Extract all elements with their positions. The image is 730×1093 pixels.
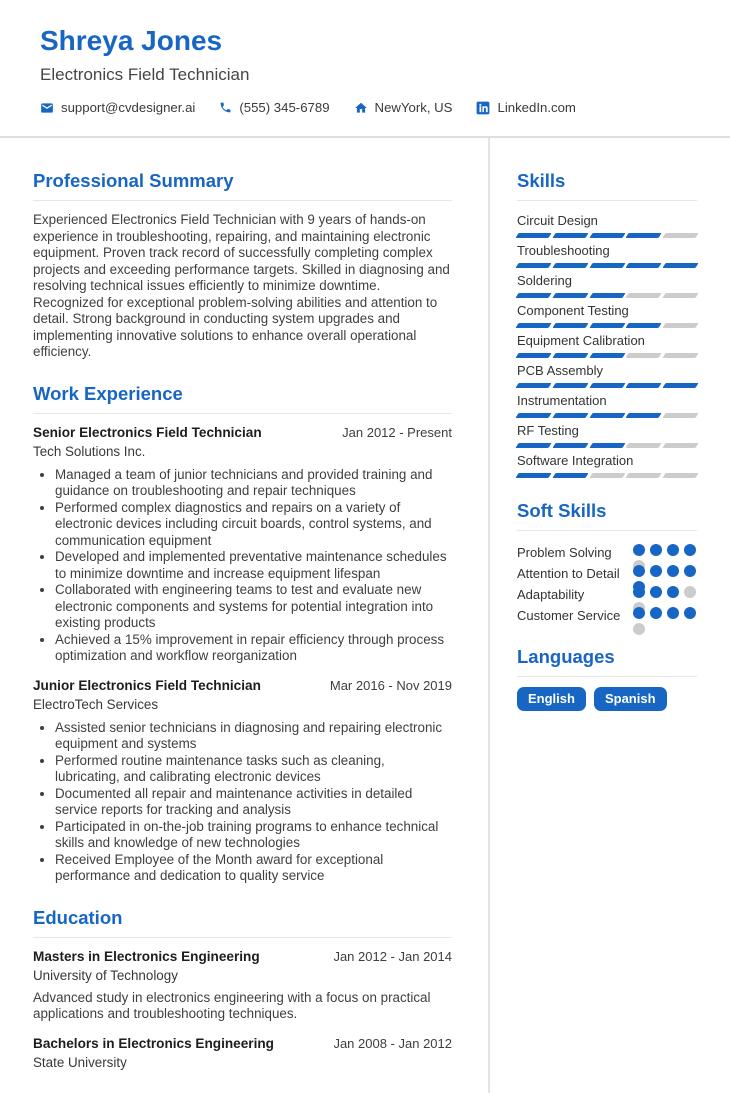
home-icon	[354, 101, 368, 115]
rating-dot	[684, 544, 696, 556]
linkedin-icon	[476, 101, 490, 115]
rating-dot	[650, 607, 662, 619]
job-company: Tech Solutions Inc.	[33, 443, 146, 459]
skill-bar-segment	[589, 323, 625, 328]
skill-bar-segment	[515, 473, 551, 478]
job-bullet: • Documented all repair and maintenance activities in detailed service reports for tracking and analysis	[55, 786, 452, 819]
skill-level-bar	[517, 353, 697, 358]
skill-item	[517, 423, 697, 448]
section-work-experience	[33, 383, 452, 885]
rating-dot	[650, 544, 662, 556]
contact-text: NewYork, US	[374, 100, 453, 115]
soft-skill-dots	[633, 607, 697, 635]
skill-item	[517, 243, 697, 268]
job-bullet: • Assisted senior technicians in diagnosing and repairing electronic equipment and systems	[55, 720, 452, 753]
contact-text: (555) 345-6789	[239, 100, 330, 115]
skill-bar-segment	[626, 383, 662, 388]
rating-dot	[633, 565, 645, 577]
section-education	[33, 907, 452, 1071]
skill-item	[517, 213, 697, 238]
soft-skill-row	[517, 586, 697, 603]
contact-item	[40, 100, 195, 115]
job-company: ElectroTech Services	[33, 696, 159, 712]
heading-education: Education	[33, 907, 452, 938]
education-dates: Jan 2012 - Jan 2014	[333, 948, 452, 964]
skill-bar-segment	[552, 233, 588, 238]
skill-bar-segment	[663, 233, 699, 238]
skill-name: Soldering	[517, 273, 572, 288]
section-skills	[517, 170, 697, 478]
job-header	[33, 677, 452, 694]
soft-skill-row	[517, 607, 697, 624]
rating-dot	[633, 607, 645, 619]
skill-name: Circuit Design	[517, 213, 598, 228]
rating-dot	[667, 544, 679, 556]
skill-bar-segment	[515, 293, 551, 298]
skill-bar-segment	[589, 353, 625, 358]
job-bullet: • Performed routine maintenance tasks such as cleaning, lubricating, and calibrating electronic devices	[55, 753, 452, 786]
contact-text: support@cvdesigner.ai	[61, 100, 196, 115]
rating-dot	[633, 544, 645, 556]
degree-title: Masters in Electronics Engineering	[33, 948, 260, 964]
candidate-job-title: Electronics Field Technician	[40, 65, 250, 84]
skill-name: RF Testing	[517, 423, 579, 438]
skill-bar-segment	[552, 383, 588, 388]
education-dates: Jan 2008 - Jan 2012	[333, 1035, 452, 1051]
education-header	[33, 948, 452, 965]
sidebar-column	[488, 138, 730, 1093]
skill-name: Instrumentation	[517, 393, 607, 408]
heading-languages: Languages	[517, 646, 697, 677]
job-bullet: • Participated in on-the-job training programs to enhance technical skills and knowledge of new technologies	[55, 819, 452, 852]
rating-dot	[684, 607, 696, 619]
job-title: Senior Electronics Field Technician	[33, 424, 262, 440]
skill-bar-segment	[589, 443, 625, 448]
skill-bar-segment	[552, 413, 588, 418]
job-bullets	[33, 720, 452, 885]
skill-bar-segment	[589, 293, 625, 298]
skill-bar-segment	[663, 293, 699, 298]
job-dates: Mar 2016 - Nov 2019	[329, 677, 452, 693]
skill-name: Component Testing	[517, 303, 629, 318]
school-name: University of Technology	[33, 967, 178, 983]
skill-level-bar	[517, 383, 697, 388]
soft-skill-row	[517, 565, 697, 582]
skill-item	[517, 453, 697, 478]
contact-item	[219, 100, 329, 115]
soft-skill-name: Problem Solving	[517, 545, 612, 560]
job-title: Junior Electronics Field Technician	[33, 677, 261, 693]
skill-item	[517, 273, 697, 298]
skill-bar-segment	[515, 443, 551, 448]
rating-dot	[667, 607, 679, 619]
skill-name: PCB Assembly	[517, 363, 603, 378]
skill-bar-segment	[663, 323, 699, 328]
skill-bar-segment	[589, 473, 625, 478]
job-entry	[33, 424, 452, 665]
skill-bar-segment	[626, 353, 662, 358]
skill-level-bar	[517, 233, 697, 238]
skill-bar-segment	[515, 263, 551, 268]
rating-dot	[667, 565, 679, 577]
summary-text: Experienced Electronics Field Technician with 9 years of hands-on experience in troubleshooting, repairing, and maintaining electronic equipment. Proven track record of successfully completing complex projects and exceeding performance targets. Skilled in diagnosing and resolving technical issues efficiently to minimize downtime. Recognized for exceptional problem-solving abilities and attention to detail. Strong background in conducting system upgrades and implementing innovative solutions to enhance overall operational efficiency.	[33, 212, 450, 359]
soft-skill-name: Adaptability	[517, 587, 585, 602]
degree-title: Bachelors in Electronics Engineering	[33, 1035, 274, 1051]
job-bullet: • Collaborated with engineering teams to test and evaluate new electronic components and systems for potential integration into existing products	[55, 582, 452, 632]
skill-bar-segment	[552, 473, 588, 478]
languages-list	[517, 687, 697, 711]
skill-bar-segment	[626, 233, 662, 238]
rating-dot	[633, 623, 645, 635]
main-column	[0, 138, 488, 1093]
job-dates: Jan 2012 - Present	[342, 424, 452, 440]
job-bullet: • Performed complex diagnostics and repairs on a variety of electronic devices including circuit boards, control systems, and communication equipment	[55, 500, 452, 550]
soft-skill-name: Customer Service	[517, 608, 621, 623]
skill-bar-segment	[663, 443, 699, 448]
section-soft-skills	[517, 500, 697, 624]
soft-skill-row	[517, 544, 697, 561]
skill-bar-segment	[552, 293, 588, 298]
skill-item	[517, 333, 697, 358]
language-pill: Spanish	[594, 687, 667, 711]
heading-skills: Skills	[517, 170, 697, 201]
education-entry	[33, 948, 452, 1023]
contact-item	[354, 100, 453, 115]
skill-bar-segment	[589, 263, 625, 268]
skill-bar-segment	[515, 413, 551, 418]
rating-dot	[684, 565, 696, 577]
skill-bar-segment	[515, 233, 551, 238]
skill-bar-segment	[626, 263, 662, 268]
skill-bar-segment	[552, 263, 588, 268]
job-entry	[33, 677, 452, 885]
skill-bar-segment	[663, 353, 699, 358]
skill-item	[517, 363, 697, 388]
email-icon	[40, 101, 54, 115]
resume-header	[0, 0, 730, 115]
skill-bar-segment	[626, 443, 662, 448]
skill-bar-segment	[663, 263, 699, 268]
skill-bar-segment	[552, 323, 588, 328]
job-bullet: • Developed and implemented preventative maintenance schedules to minimize downtime and increase equipment lifespan	[55, 549, 452, 582]
soft-skills-list	[517, 544, 697, 624]
contact-item	[476, 100, 575, 115]
section-professional-summary	[33, 170, 452, 361]
skill-bar-segment	[663, 473, 699, 478]
job-bullet: • Achieved a 15% improvement in repair efficiency through process optimization and workflow reorganization	[55, 632, 452, 665]
contact-text: LinkedIn.com	[497, 100, 576, 115]
resume-body	[0, 138, 730, 1093]
skill-item	[517, 303, 697, 328]
skill-level-bar	[517, 323, 697, 328]
skill-bar-segment	[589, 383, 625, 388]
language-pill: English	[517, 687, 586, 711]
skill-level-bar	[517, 263, 697, 268]
skills-list	[517, 213, 697, 478]
skill-bar-segment	[626, 473, 662, 478]
phone-icon	[219, 101, 232, 114]
job-bullets	[33, 467, 452, 665]
rating-dot	[667, 586, 679, 598]
job-header	[33, 424, 452, 441]
section-languages	[517, 646, 697, 711]
skill-bar-segment	[552, 353, 588, 358]
education-entry	[33, 1035, 452, 1071]
skill-bar-segment	[663, 413, 699, 418]
school-name: State University	[33, 1054, 127, 1070]
skill-bar-segment	[552, 443, 588, 448]
skill-level-bar	[517, 473, 697, 478]
skill-name: Troubleshooting	[517, 243, 610, 258]
heading-professional-summary: Professional Summary	[33, 170, 452, 201]
skill-item	[517, 393, 697, 418]
rating-dot	[684, 586, 696, 598]
job-list	[33, 424, 452, 885]
heading-soft-skills: Soft Skills	[517, 500, 697, 531]
skill-level-bar	[517, 413, 697, 418]
skill-bar-segment	[515, 323, 551, 328]
soft-skill-name: Attention to Detail	[517, 566, 620, 581]
rating-dot	[633, 586, 645, 598]
heading-work-experience: Work Experience	[33, 383, 452, 414]
candidate-name: Shreya Jones	[40, 25, 223, 56]
job-bullet: • Managed a team of junior technicians and provided training and guidance on troubleshooting and repair techniques	[55, 467, 452, 500]
rating-dot	[650, 565, 662, 577]
skill-bar-segment	[515, 353, 551, 358]
skill-name: Software Integration	[517, 453, 634, 468]
skill-bar-segment	[626, 323, 662, 328]
education-header	[33, 1035, 452, 1052]
skill-level-bar	[517, 443, 697, 448]
job-bullet: • Received Employee of the Month award for exceptional performance and dedication to quality service	[55, 852, 452, 885]
skill-bar-segment	[663, 383, 699, 388]
education-list	[33, 948, 452, 1071]
skill-bar-segment	[626, 293, 662, 298]
skill-bar-segment	[589, 233, 625, 238]
skill-bar-segment	[626, 413, 662, 418]
education-description: Advanced study in electronics engineering with a focus on practical applications and troubleshooting techniques.	[33, 989, 431, 1021]
skill-bar-segment	[515, 383, 551, 388]
skill-bar-segment	[589, 413, 625, 418]
skill-name: Equipment Calibration	[517, 333, 645, 348]
contact-row	[40, 100, 690, 115]
skill-level-bar	[517, 293, 697, 298]
rating-dot	[650, 586, 662, 598]
